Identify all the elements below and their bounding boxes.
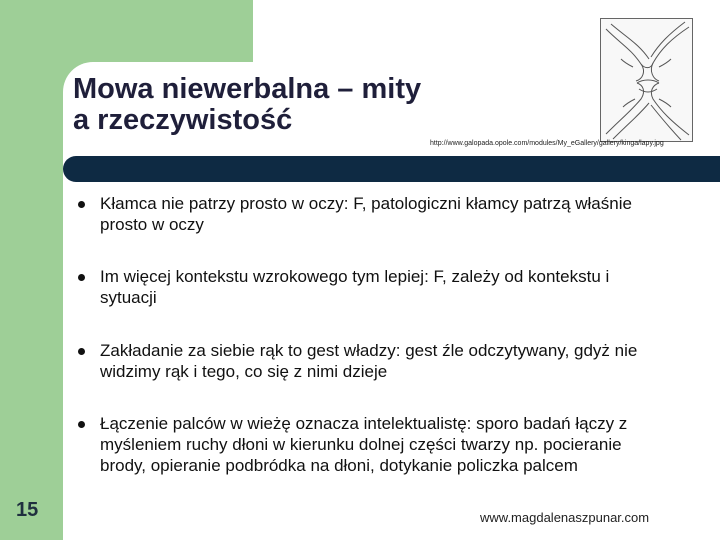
bullet-text: Im więcej kontekstu wzrokowego tym lepiej: F, zależy od kontekstu i sytuacji: [100, 267, 610, 307]
bullet-dot-icon: [78, 421, 85, 428]
title-divider-bar: [63, 156, 720, 182]
slide-title-line-1: Mowa niewerbalna – mity: [73, 73, 422, 105]
hands-illustration-image: [600, 18, 693, 142]
bullet-dot-icon: [78, 348, 85, 355]
bullet-text: Łączenie palców w wieżę oznacza intelektualistę: sporo badań łączy z myśleniem ruchy dłoni w kierunku dolnej części twarzy np. pocieranie brody, opieranie podbródka na dłoni, dotykanie policzka palcem: [100, 414, 628, 475]
footer-website: www.magdalenaszpunar.com: [480, 510, 650, 525]
bullet-dot-icon: [78, 201, 85, 208]
image-source-url: http://www.galopada.opole.com/modules/My_eGallery/gallery/kinga/lapy.jpg: [430, 140, 664, 147]
decorative-green-strip: [0, 170, 63, 540]
list-item: [78, 266, 678, 308]
slide-title-line-2: a rzeczywistość: [73, 104, 293, 136]
bullet-text: Zakładanie za siebie rąk to gest władzy: gest źle odczytywany, gdyż nie widzimy rąk i tego, co się z nimi dzieje: [100, 341, 638, 381]
slide-number: 15: [16, 499, 39, 521]
bullet-text: Kłamca nie patrzy prosto w oczy: F, patologiczni kłamcy patrzą właśnie prosto w oczy: [100, 194, 632, 234]
hands-sketch-icon: [601, 19, 694, 143]
bullet-dot-icon: [78, 274, 85, 281]
list-item: [78, 413, 678, 476]
list-item: [78, 340, 678, 382]
slide-title: [73, 74, 493, 136]
list-item: [78, 193, 678, 235]
